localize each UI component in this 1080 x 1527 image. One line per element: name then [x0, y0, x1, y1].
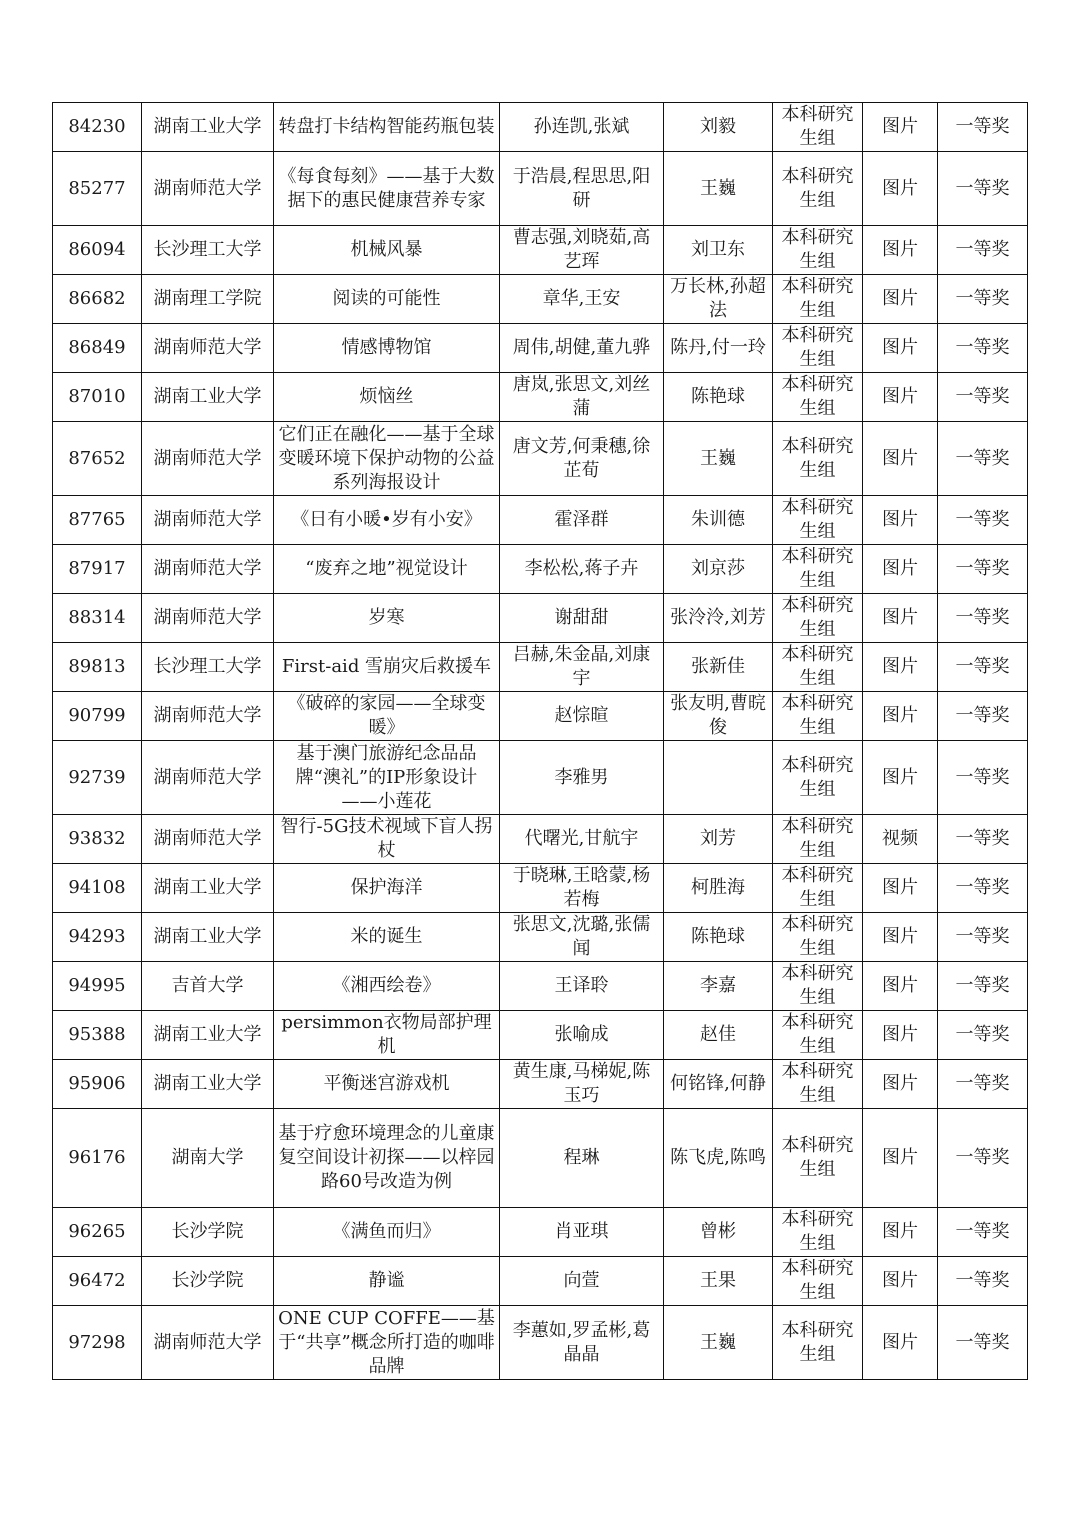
work-type-cell: 图片 — [863, 594, 938, 643]
table-row — [53, 496, 1028, 545]
entry-id-cell: 96265 — [53, 1208, 142, 1257]
authors-cell: 章华,王安 — [500, 275, 664, 324]
advisor-cell: 王巍 — [664, 422, 773, 496]
award-cell: 一等奖 — [938, 545, 1028, 594]
school-cell: 湖南师范大学 — [142, 1306, 274, 1380]
school-cell: 湖南工业大学 — [142, 913, 274, 962]
award-cell: 一等奖 — [938, 373, 1028, 422]
award-cell: 一等奖 — [938, 815, 1028, 864]
award-cell: 一等奖 — [938, 422, 1028, 496]
authors-cell: 程琳 — [500, 1109, 664, 1208]
table-row — [53, 1060, 1028, 1109]
advisor-cell: 曾彬 — [664, 1208, 773, 1257]
work-title-cell: 《日有小暖•岁有小安》 — [274, 496, 500, 545]
work-type-cell: 图片 — [863, 422, 938, 496]
award-cell: 一等奖 — [938, 275, 1028, 324]
table-row — [53, 962, 1028, 1011]
work-type-cell: 图片 — [863, 226, 938, 275]
award-cell: 一等奖 — [938, 594, 1028, 643]
work-type-cell: 图片 — [863, 1109, 938, 1208]
table-row — [53, 152, 1028, 226]
entry-id-cell: 92739 — [53, 741, 142, 815]
authors-cell: 于浩晨,程思思,阳研 — [500, 152, 664, 226]
work-type-cell: 图片 — [863, 1060, 938, 1109]
authors-cell: 谢甜甜 — [500, 594, 664, 643]
advisor-cell: 王巍 — [664, 152, 773, 226]
work-title-cell: 《满鱼而归》 — [274, 1208, 500, 1257]
entry-id-cell: 95906 — [53, 1060, 142, 1109]
work-title-cell: ONE CUP COFFE——基于“共享”概念所打造的咖啡品牌 — [274, 1306, 500, 1380]
group-cell: 本科研究生组 — [773, 275, 863, 324]
school-cell: 湖南师范大学 — [142, 152, 274, 226]
authors-cell: 李松松,蒋子卉 — [500, 545, 664, 594]
award-cell: 一等奖 — [938, 1060, 1028, 1109]
advisor-cell: 万长林,孙超法 — [664, 275, 773, 324]
entry-id-cell: 93832 — [53, 815, 142, 864]
award-cell: 一等奖 — [938, 1011, 1028, 1060]
entry-id-cell: 96472 — [53, 1257, 142, 1306]
authors-cell: 唐文芳,何秉穗,徐芷荀 — [500, 422, 664, 496]
award-cell: 一等奖 — [938, 226, 1028, 275]
group-cell: 本科研究生组 — [773, 545, 863, 594]
authors-cell: 黄生康,马梯妮,陈玉巧 — [500, 1060, 664, 1109]
authors-cell: 代曙光,甘航宇 — [500, 815, 664, 864]
table-row — [53, 545, 1028, 594]
award-cell: 一等奖 — [938, 643, 1028, 692]
work-title-cell: 它们正在融化——基于全球变暖环境下保护动物的公益系列海报设计 — [274, 422, 500, 496]
advisor-cell: 陈艳球 — [664, 373, 773, 422]
entry-id-cell: 87765 — [53, 496, 142, 545]
advisor-cell: 李嘉 — [664, 962, 773, 1011]
group-cell: 本科研究生组 — [773, 1011, 863, 1060]
advisor-cell: 张友明,曹晥俊 — [664, 692, 773, 741]
advisor-cell: 刘毅 — [664, 103, 773, 152]
work-type-cell: 图片 — [863, 103, 938, 152]
authors-cell: 张思文,沈璐,张儒闻 — [500, 913, 664, 962]
work-title-cell: 静谧 — [274, 1257, 500, 1306]
table-row — [53, 741, 1028, 815]
award-cell: 一等奖 — [938, 152, 1028, 226]
entry-id-cell: 86849 — [53, 324, 142, 373]
award-cell: 一等奖 — [938, 1257, 1028, 1306]
authors-cell: 张喻成 — [500, 1011, 664, 1060]
entry-id-cell: 85277 — [53, 152, 142, 226]
school-cell: 长沙学院 — [142, 1257, 274, 1306]
school-cell: 吉首大学 — [142, 962, 274, 1011]
table-row — [53, 324, 1028, 373]
group-cell: 本科研究生组 — [773, 226, 863, 275]
school-cell: 湖南师范大学 — [142, 741, 274, 815]
group-cell: 本科研究生组 — [773, 1060, 863, 1109]
work-type-cell: 图片 — [863, 913, 938, 962]
work-title-cell: 烦恼丝 — [274, 373, 500, 422]
authors-cell: 肖亚琪 — [500, 1208, 664, 1257]
award-cell: 一等奖 — [938, 962, 1028, 1011]
advisor-cell: 柯胜海 — [664, 864, 773, 913]
advisor-cell: 陈艳球 — [664, 913, 773, 962]
school-cell: 湖南师范大学 — [142, 594, 274, 643]
entry-id-cell: 86094 — [53, 226, 142, 275]
table-row — [53, 103, 1028, 152]
entry-id-cell: 94293 — [53, 913, 142, 962]
group-cell: 本科研究生组 — [773, 741, 863, 815]
work-title-cell: 保护海洋 — [274, 864, 500, 913]
award-cell: 一等奖 — [938, 913, 1028, 962]
school-cell: 湖南工业大学 — [142, 103, 274, 152]
work-title-cell: 转盘打卡结构智能药瓶包装 — [274, 103, 500, 152]
authors-cell: 吕赫,朱金晶,刘康宇 — [500, 643, 664, 692]
school-cell: 湖南师范大学 — [142, 545, 274, 594]
table-row — [53, 1257, 1028, 1306]
authors-cell: 曹志强,刘晓茹,高艺珲 — [500, 226, 664, 275]
work-title-cell: 《湘西绘卷》 — [274, 962, 500, 1011]
work-title-cell: 《破碎的家园——全球变暖》 — [274, 692, 500, 741]
table-row — [53, 275, 1028, 324]
group-cell: 本科研究生组 — [773, 643, 863, 692]
advisor-cell: 张新佳 — [664, 643, 773, 692]
work-type-cell: 图片 — [863, 643, 938, 692]
entry-id-cell: 88314 — [53, 594, 142, 643]
authors-cell: 唐岚,张思文,刘丝蒲 — [500, 373, 664, 422]
award-cell: 一等奖 — [938, 741, 1028, 815]
work-type-cell: 图片 — [863, 1306, 938, 1380]
table-row — [53, 913, 1028, 962]
group-cell: 本科研究生组 — [773, 962, 863, 1011]
work-type-cell: 图片 — [863, 545, 938, 594]
school-cell: 湖南工业大学 — [142, 1011, 274, 1060]
school-cell: 湖南大学 — [142, 1109, 274, 1208]
advisor-cell: 王果 — [664, 1257, 773, 1306]
table-row — [53, 1306, 1028, 1380]
advisor-cell: 刘卫东 — [664, 226, 773, 275]
group-cell: 本科研究生组 — [773, 1208, 863, 1257]
work-title-cell: First-aid 雪崩灾后救援车 — [274, 643, 500, 692]
award-cell: 一等奖 — [938, 103, 1028, 152]
work-title-cell: 《每食每刻》——基于大数据下的惠民健康营养专家 — [274, 152, 500, 226]
authors-cell: 李蕙如,罗孟彬,葛晶晶 — [500, 1306, 664, 1380]
group-cell: 本科研究生组 — [773, 913, 863, 962]
work-type-cell: 图片 — [863, 373, 938, 422]
advisor-cell: 何铭锋,何静 — [664, 1060, 773, 1109]
advisor-cell — [664, 741, 773, 815]
authors-cell: 李雅男 — [500, 741, 664, 815]
work-title-cell: 基于澳门旅游纪念品品牌“澳礼”的IP形象设计——小莲花 — [274, 741, 500, 815]
school-cell: 湖南师范大学 — [142, 422, 274, 496]
school-cell: 湖南师范大学 — [142, 815, 274, 864]
work-title-cell: 机械风暴 — [274, 226, 500, 275]
table-row — [53, 373, 1028, 422]
advisor-cell: 陈飞虎,陈鸣 — [664, 1109, 773, 1208]
award-cell: 一等奖 — [938, 692, 1028, 741]
advisor-cell: 赵佳 — [664, 1011, 773, 1060]
group-cell: 本科研究生组 — [773, 373, 863, 422]
award-cell: 一等奖 — [938, 1306, 1028, 1380]
group-cell: 本科研究生组 — [773, 103, 863, 152]
work-type-cell: 图片 — [863, 1011, 938, 1060]
entry-id-cell: 87010 — [53, 373, 142, 422]
entry-id-cell: 90799 — [53, 692, 142, 741]
school-cell: 长沙学院 — [142, 1208, 274, 1257]
authors-cell: 孙连凯,张斌 — [500, 103, 664, 152]
advisor-cell: 朱训德 — [664, 496, 773, 545]
work-type-cell: 图片 — [863, 496, 938, 545]
group-cell: 本科研究生组 — [773, 1109, 863, 1208]
school-cell: 长沙理工大学 — [142, 226, 274, 275]
entry-id-cell: 86682 — [53, 275, 142, 324]
school-cell: 湖南工业大学 — [142, 373, 274, 422]
advisor-cell: 陈丹,付一玲 — [664, 324, 773, 373]
table-row — [53, 643, 1028, 692]
table-row — [53, 815, 1028, 864]
entry-id-cell: 87652 — [53, 422, 142, 496]
work-title-cell: 智行-5G技术视域下盲人拐杖 — [274, 815, 500, 864]
award-cell: 一等奖 — [938, 324, 1028, 373]
table-row — [53, 1109, 1028, 1208]
work-title-cell: 阅读的可能性 — [274, 275, 500, 324]
advisor-cell: 张泠泠,刘芳 — [664, 594, 773, 643]
award-cell: 一等奖 — [938, 496, 1028, 545]
award-cell: 一等奖 — [938, 1109, 1028, 1208]
authors-cell: 于晓琳,王晗蒙,杨若梅 — [500, 864, 664, 913]
school-cell: 湖南理工学院 — [142, 275, 274, 324]
authors-cell: 赵悰暄 — [500, 692, 664, 741]
awards-table-body — [53, 103, 1028, 1380]
authors-cell: 王译聆 — [500, 962, 664, 1011]
group-cell: 本科研究生组 — [773, 1257, 863, 1306]
work-type-cell: 图片 — [863, 1257, 938, 1306]
entry-id-cell: 97298 — [53, 1306, 142, 1380]
school-cell: 湖南师范大学 — [142, 496, 274, 545]
entry-id-cell: 95388 — [53, 1011, 142, 1060]
work-title-cell: “废弃之地”视觉设计 — [274, 545, 500, 594]
advisor-cell: 刘京莎 — [664, 545, 773, 594]
work-title-cell: 情感博物馆 — [274, 324, 500, 373]
entry-id-cell: 96176 — [53, 1109, 142, 1208]
work-type-cell: 图片 — [863, 741, 938, 815]
group-cell: 本科研究生组 — [773, 692, 863, 741]
school-cell: 湖南师范大学 — [142, 692, 274, 741]
school-cell: 湖南师范大学 — [142, 324, 274, 373]
advisor-cell: 刘芳 — [664, 815, 773, 864]
table-row — [53, 692, 1028, 741]
work-title-cell: 基于疗愈环境理念的儿童康复空间设计初探——以梓园路60号改造为例 — [274, 1109, 500, 1208]
work-type-cell: 图片 — [863, 324, 938, 373]
table-row — [53, 594, 1028, 643]
school-cell: 湖南工业大学 — [142, 1060, 274, 1109]
work-type-cell: 图片 — [863, 275, 938, 324]
work-title-cell: 米的诞生 — [274, 913, 500, 962]
group-cell: 本科研究生组 — [773, 152, 863, 226]
group-cell: 本科研究生组 — [773, 324, 863, 373]
group-cell: 本科研究生组 — [773, 864, 863, 913]
group-cell: 本科研究生组 — [773, 422, 863, 496]
table-row — [53, 226, 1028, 275]
entry-id-cell: 84230 — [53, 103, 142, 152]
table-row — [53, 422, 1028, 496]
table-row — [53, 864, 1028, 913]
work-type-cell: 图片 — [863, 962, 938, 1011]
entry-id-cell: 87917 — [53, 545, 142, 594]
work-type-cell: 图片 — [863, 1208, 938, 1257]
group-cell: 本科研究生组 — [773, 815, 863, 864]
entry-id-cell: 94995 — [53, 962, 142, 1011]
authors-cell: 向萱 — [500, 1257, 664, 1306]
group-cell: 本科研究生组 — [773, 496, 863, 545]
authors-cell: 霍泽群 — [500, 496, 664, 545]
award-cell: 一等奖 — [938, 864, 1028, 913]
group-cell: 本科研究生组 — [773, 1306, 863, 1380]
work-type-cell: 图片 — [863, 692, 938, 741]
work-type-cell: 图片 — [863, 864, 938, 913]
advisor-cell: 王巍 — [664, 1306, 773, 1380]
award-cell: 一等奖 — [938, 1208, 1028, 1257]
work-title-cell: 平衡迷宫游戏机 — [274, 1060, 500, 1109]
work-type-cell: 视频 — [863, 815, 938, 864]
entry-id-cell: 94108 — [53, 864, 142, 913]
entry-id-cell: 89813 — [53, 643, 142, 692]
authors-cell: 周伟,胡健,董九骅 — [500, 324, 664, 373]
school-cell: 长沙理工大学 — [142, 643, 274, 692]
table-row — [53, 1208, 1028, 1257]
group-cell: 本科研究生组 — [773, 594, 863, 643]
awards-table — [52, 102, 1028, 1380]
work-title-cell: persimmon衣物局部护理机 — [274, 1011, 500, 1060]
work-title-cell: 岁寒 — [274, 594, 500, 643]
work-type-cell: 图片 — [863, 152, 938, 226]
table-row — [53, 1011, 1028, 1060]
school-cell: 湖南工业大学 — [142, 864, 274, 913]
